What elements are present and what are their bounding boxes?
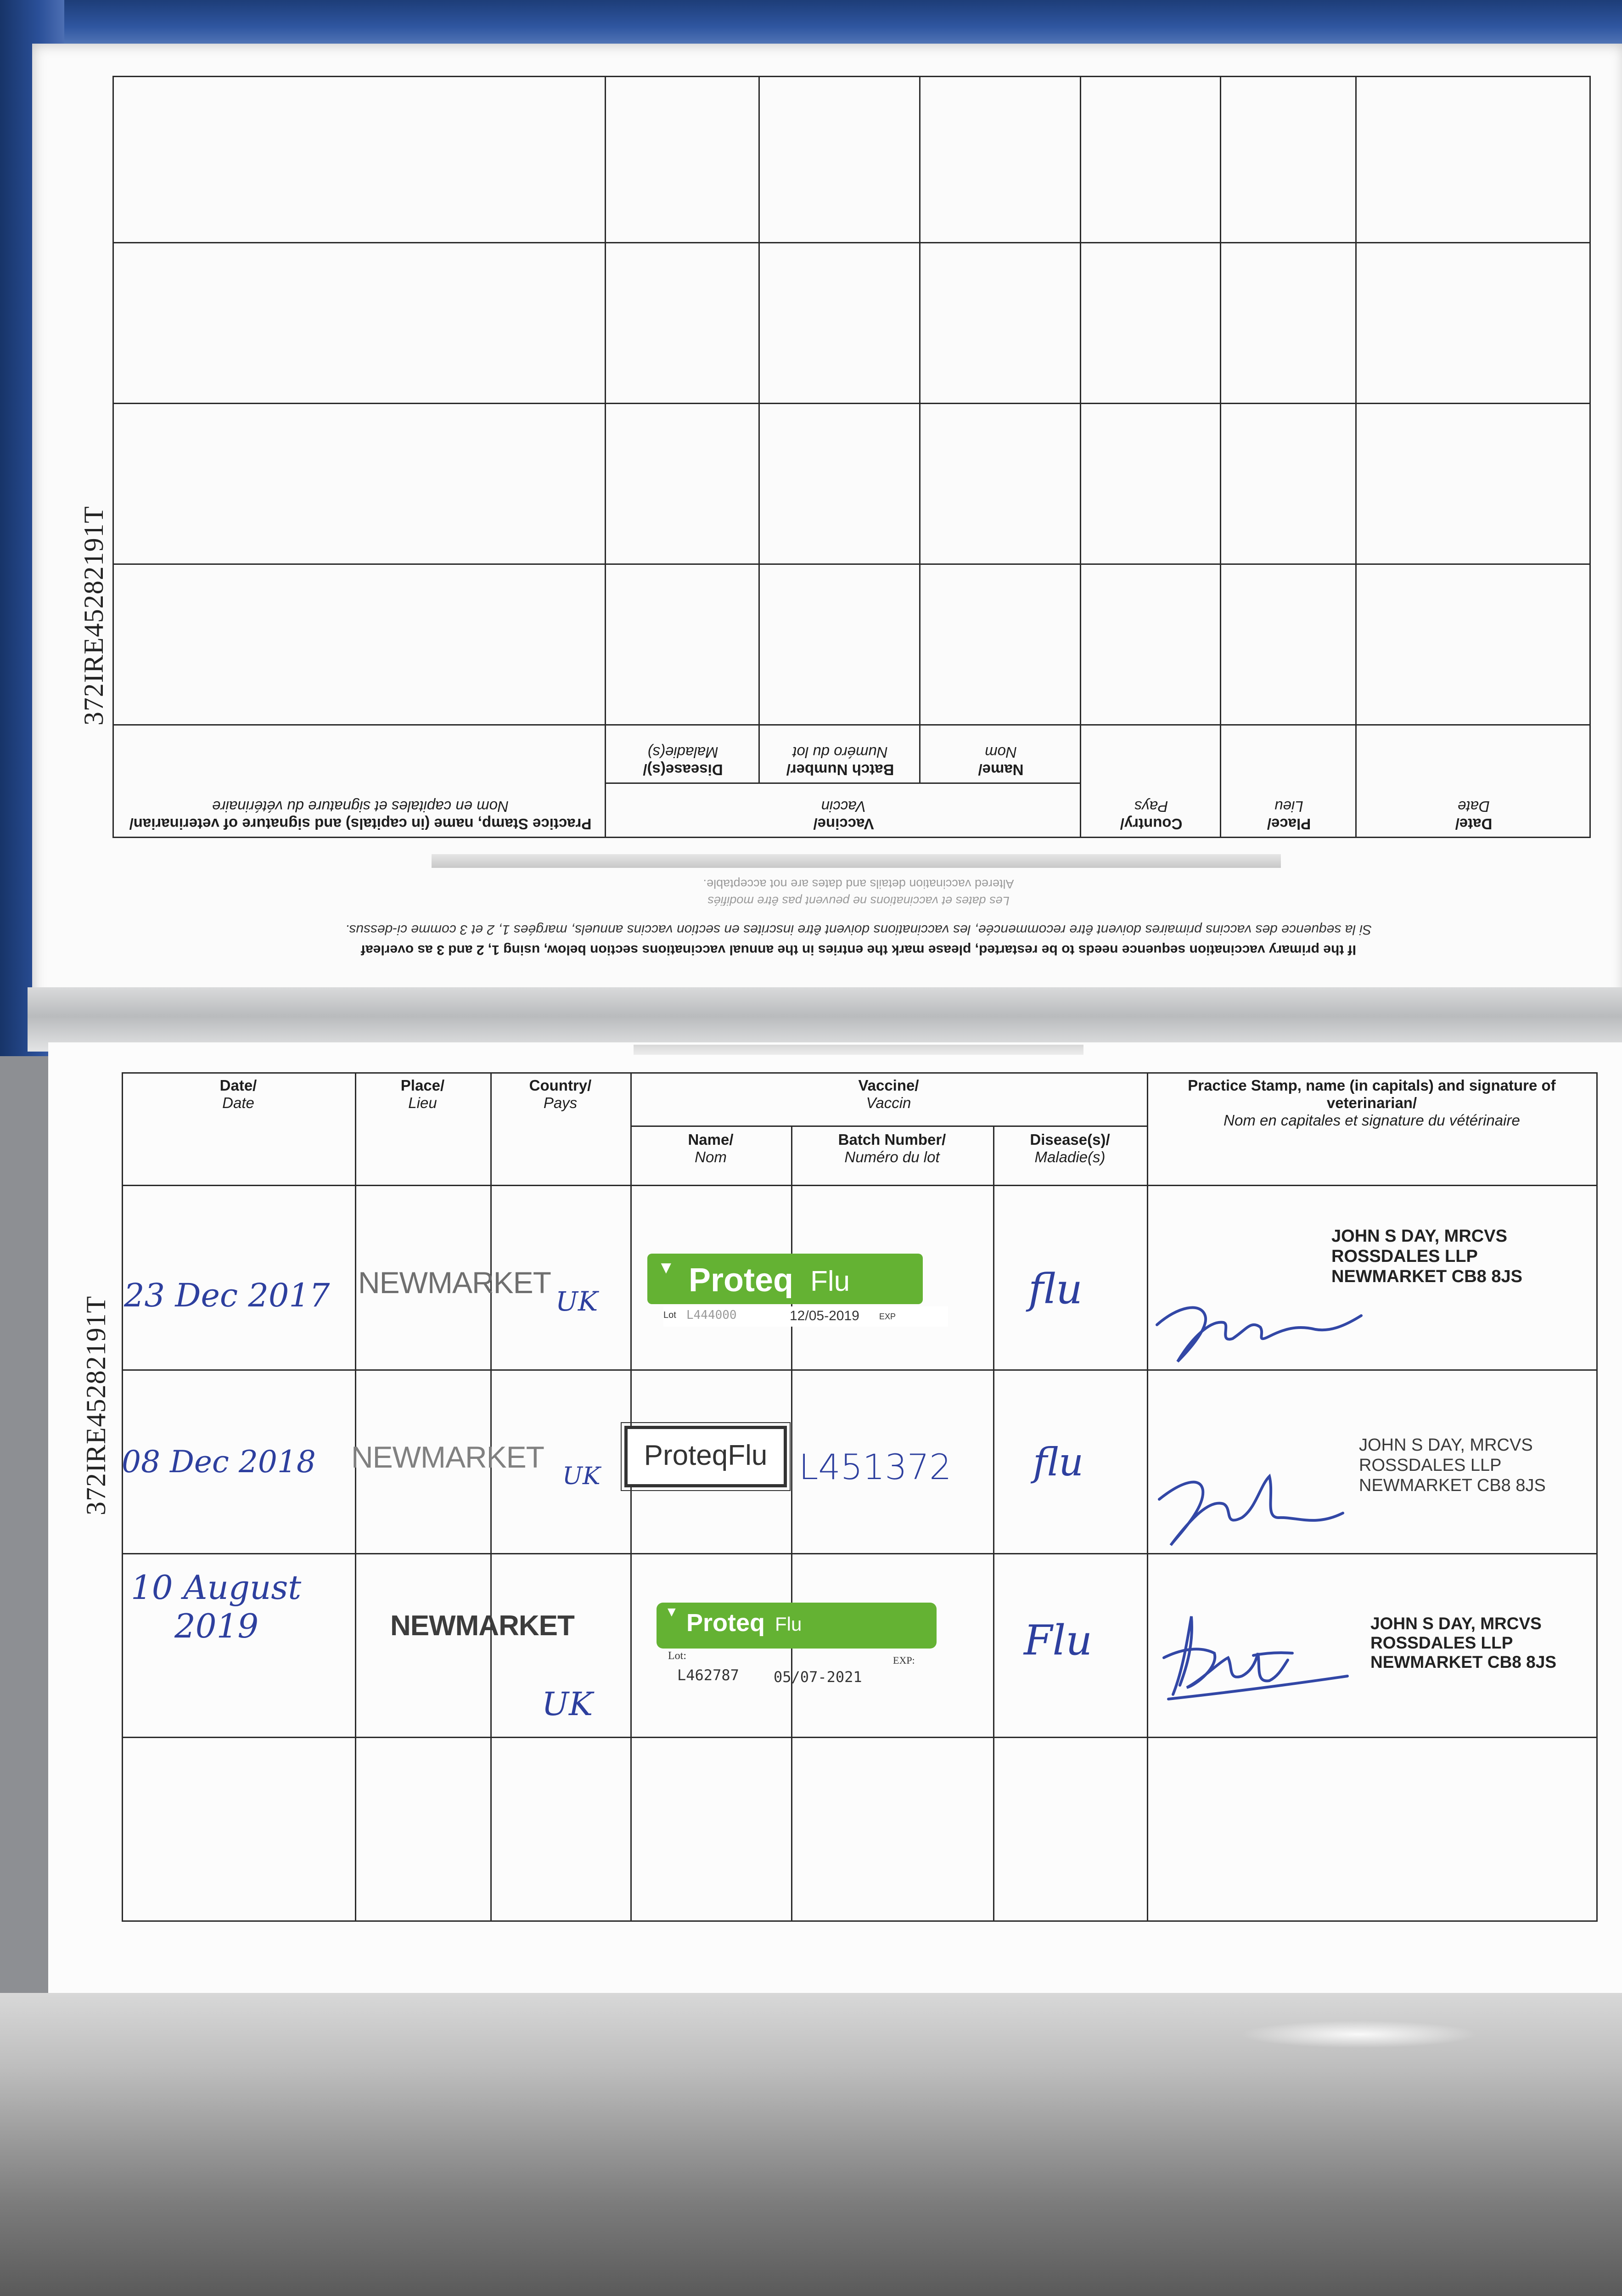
lower-col-line (630, 1072, 632, 1922)
entry-3-signature (1155, 1607, 1375, 1708)
lower-row-line (122, 1185, 1598, 1186)
entry-1-vaccine-suffix: Flu (810, 1266, 850, 1297)
entry-3-date (131, 1568, 301, 1645)
lower-col-line (791, 1126, 792, 1922)
altered-note-en-upper: Altered vaccination details and dates are not acceptable. (703, 877, 1014, 891)
vet-name: JOHN S DAY, MRCVS (1359, 1435, 1533, 1455)
entry-1-vet-stamp (1331, 1226, 1522, 1287)
lower-col-line (490, 1072, 492, 1922)
upper-col-line (1355, 76, 1357, 838)
entry-3-vet-stamp (1370, 1614, 1556, 1672)
upper-col-line (1080, 76, 1081, 838)
upper-row-line (112, 724, 1591, 726)
vet-name: JOHN S DAY, MRCVS (1370, 1614, 1542, 1633)
upper-row-line (606, 782, 1081, 784)
page-fold (28, 987, 1622, 1052)
entry-3-lot-strip (668, 1650, 934, 1687)
entry-1-vaccine-brand: Proteq (689, 1262, 794, 1299)
entry-2-place-stamp: NEWMARKET (351, 1440, 544, 1474)
entry-1-date: 23 Dec 2017 (124, 1277, 330, 1314)
upper-header-practice: Practice Stamp, name (in capitals) and signature of veterinarian/ Nom en capitales et signature du vétérinaire (129, 798, 592, 833)
lower-row-line (630, 1125, 1147, 1127)
upper-header-vaccine: Vaccine/ Vaccin (813, 798, 874, 833)
vet-name: JOHN S DAY, MRCVS (1331, 1227, 1507, 1246)
upper-row-line (112, 563, 1591, 565)
lower-vaccination-table (122, 1072, 1598, 1922)
entry-1-disease: flu (1028, 1265, 1083, 1313)
entry-1-vaccine-label (647, 1254, 923, 1304)
vet-practice: ROSSDALES LLP (1331, 1247, 1478, 1266)
upper-header-place: Place/ Lieu (1267, 798, 1311, 833)
upper-col-line (1220, 76, 1221, 838)
entry-2-date: 08 Dec 2018 (122, 1444, 316, 1480)
header-practice: Practice Stamp, name (in capitals) and signature of veterinarian/ Nom en capitales et signature du vétérinaire (1188, 1077, 1556, 1129)
entry-2-country: UK (562, 1463, 601, 1490)
entry-3-vaccine-brand: Proteq (686, 1609, 765, 1637)
lower-col-line (993, 1126, 994, 1922)
header-country: Country/ Pays (529, 1077, 592, 1111)
entry-2-vet-stamp (1359, 1435, 1546, 1496)
drop-icon: ▼ (665, 1604, 679, 1620)
vet-address: NEWMARKET CB8 8JS (1359, 1476, 1546, 1495)
entry-2-signature (1150, 1458, 1370, 1550)
entry-3-exp-label: EXP: (893, 1654, 915, 1666)
document-id-lower: 372IRE45282191T (81, 1295, 111, 1515)
entry-3-date-line1: 10 August (131, 1568, 302, 1607)
header-name: Name/ Nom (688, 1131, 734, 1165)
upper-header-name: Name/ Nom (978, 744, 1024, 778)
lower-col-line (1147, 1072, 1148, 1922)
entry-3-date-line2: 2019 (174, 1607, 259, 1645)
entry-2-vaccine-box: ProteqFlu (624, 1426, 787, 1487)
entry-3-country: UK (542, 1685, 593, 1723)
document-id-upper: 372IRE45282191T (79, 506, 109, 726)
restart-note-fr-upper: Si la sequence des vaccins primaires doivent être recommencée, les vaccinations doivent être inscrites en section vaccins annuels, margées 1, 2 et 3 comme ci-dessus. (345, 922, 1372, 937)
vet-practice: ROSSDALES LLP (1370, 1633, 1513, 1652)
upper-header-date: Date/ Date (1455, 798, 1493, 833)
altered-note-fr-upper: Les dates et vaccinations ne peuvent pas être modifiés (707, 894, 1010, 908)
entry-3-vaccine-suffix: Flu (775, 1613, 802, 1635)
entry-3-disease: Flu (1024, 1616, 1093, 1665)
entry-1-country: UK (556, 1286, 598, 1317)
header-disease: Disease(s)/ Maladie(s) (1030, 1131, 1110, 1165)
entry-2-batch: L451372 (799, 1446, 952, 1487)
entry-3-expiry: 05/07-2021 (774, 1668, 862, 1686)
entry-1-lot-label: Lot (663, 1310, 676, 1320)
upper-row-line (112, 403, 1591, 404)
upper-vaccination-table (112, 76, 1591, 838)
entry-3-place-stamp: NEWMARKET (390, 1610, 574, 1642)
lower-col-line (355, 1072, 356, 1922)
header-batch: Batch Number/ Numéro du lot (838, 1131, 946, 1165)
entry-3-lot-label: Lot: (668, 1650, 686, 1662)
lower-row-line (122, 1737, 1598, 1738)
upper-header-country: Country/ Pays (1120, 798, 1183, 833)
lower-table-border (122, 1072, 1598, 1922)
entry-3-vaccine-label (657, 1603, 937, 1649)
restart-note-en-upper: If the primary vaccination sequence needs to be restarted, please mark the entries in the annual vaccinations section below, using 1, 2 and 3 as overleaf (361, 942, 1356, 957)
entry-1-exp-label: EXP (879, 1312, 896, 1321)
entry-3-lot: L462787 (677, 1666, 739, 1684)
header-vaccine: Vaccine/ Vaccin (858, 1077, 919, 1111)
header-date: Date/ Date (219, 1077, 257, 1111)
entry-1-lot-strip (663, 1306, 948, 1327)
upper-row-line (112, 242, 1591, 243)
entry-2-disease: flu (1033, 1440, 1084, 1485)
show-through-bar (634, 1045, 1083, 1055)
vet-practice: ROSSDALES LLP (1359, 1456, 1502, 1475)
drop-icon: ▼ (657, 1258, 675, 1277)
entry-1-lot: L444000 (686, 1308, 737, 1322)
vet-address: NEWMARKET CB8 8JS (1370, 1653, 1556, 1671)
section-title-bar-upper (432, 854, 1281, 868)
upper-table-border (112, 76, 1591, 838)
entry-1-expiry: 12/05-2019 (790, 1308, 859, 1323)
header-place: Place/ Lieu (400, 1077, 445, 1111)
upper-col-line (605, 76, 606, 838)
entry-1-place-stamp: NEWMARKET (358, 1266, 551, 1300)
upper-header-batch: Batch Number/ Numéro du lot (786, 744, 894, 778)
sleeve-reflection (1240, 2020, 1478, 2048)
vet-address: NEWMARKET CB8 8JS (1331, 1267, 1522, 1286)
upper-col-line (758, 76, 760, 783)
upper-notes (239, 852, 1478, 957)
upper-col-line (919, 76, 920, 783)
upper-header-disease: Disease(s)/ Maladie(s) (643, 744, 723, 778)
lower-row-line (122, 1553, 1598, 1554)
entry-1-signature (1150, 1288, 1389, 1371)
